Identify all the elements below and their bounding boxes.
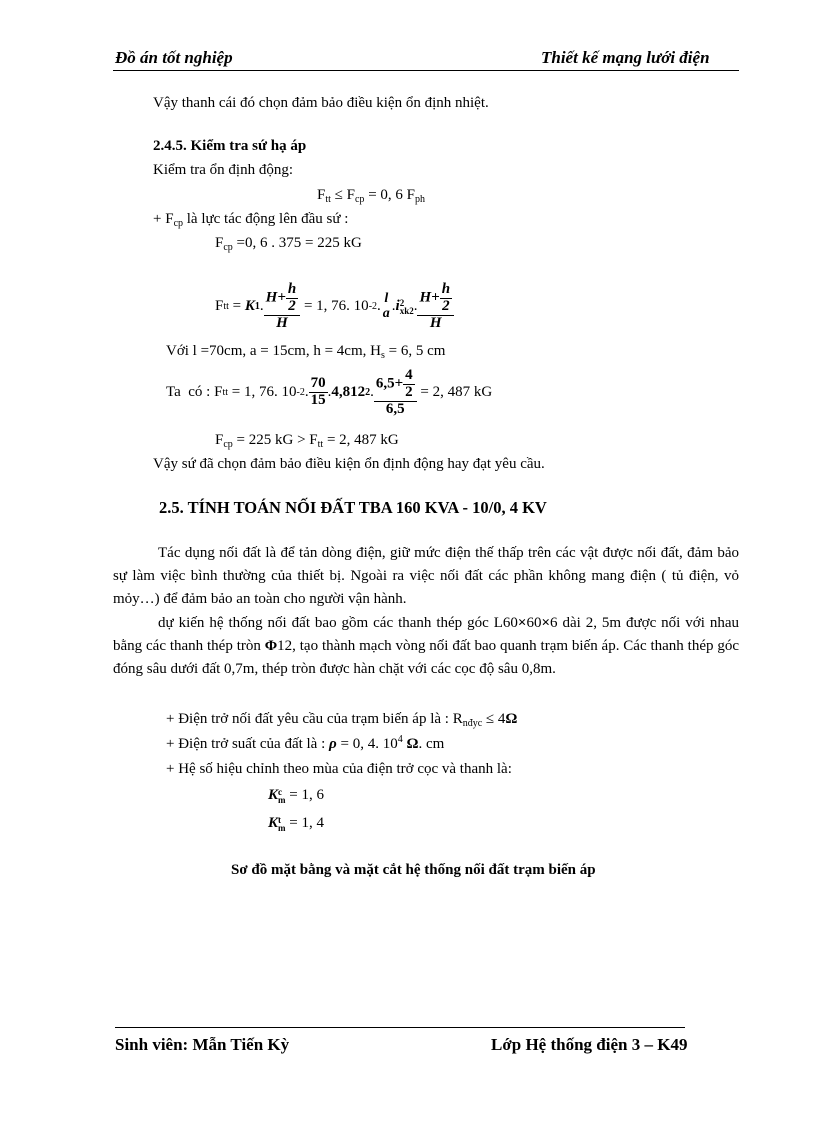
header-right: Thiết kế mạng lưới điện <box>541 48 710 67</box>
fraction-70-over-15: $\frac{70}{15}$ <box>310 375 326 409</box>
header-rule <box>113 70 739 71</box>
bullet-seasonal-coefficient: + Hệ số hiệu chỉnh theo mùa của điện trở cọc và thanh là: <box>166 761 512 777</box>
footer-right: Lớp Hệ thống điện 3 – K49 <box>491 1035 688 1054</box>
check-stability-label: Kiểm tra ổn định động: <box>153 162 293 178</box>
footer-left: Sinh viên: Mẫn Tiến Kỳ <box>115 1035 290 1054</box>
bullet-required-resistance: + Điện trở nối đất yêu cầu của trạm biến áp là : $R_{nđyc} \le 4\Omega$ <box>166 711 518 729</box>
thermal-stability-conclusion: Vậy thanh cái đó chọn đảm bảo điều kiện ổn định nhiệt. <box>153 95 489 111</box>
section-245-title: 2.4.5. Kiểm tra sứ hạ áp <box>153 138 307 154</box>
footer-rule <box>115 1027 685 1028</box>
coefficient-kc: K c m = 1, 6 <box>268 786 324 805</box>
fraction-h-over-H: H+ $\frac{h}{2}$ H <box>264 282 301 331</box>
fraction-6-5-plus-4-over-2: 6,5+ $\frac{4}{2}$ 6,5 <box>374 368 417 417</box>
given-values: Với l =70cm, a = 15cm, h = 4cm, $H_s = 6$, 5 cm <box>166 343 446 361</box>
dynamic-stability-conclusion: Vậy sứ đã chọn đảm bảo điều kiện ổn định động hay đạt yêu cầu. <box>153 456 545 472</box>
bullet-soil-resistivity: + Điện trở suất của đất là : ρ = 0, 4. $10^4$ Ω. cm <box>166 734 445 752</box>
paragraph-grounding-purpose: Tác dụng nối đất là để tản dòng điện, giữ mức điện thế thấp trên các vật được nối đất, đảm bảo sự làm việc bình thường của thiết bị. Ngoài ra việc nối đất các phần không mang điện ( tủ điện, vỏ mỏy…) để đảm bảo an toàn cho người vận hành. <box>113 545 739 607</box>
coefficient-kt: K t m = 1, 4 <box>268 814 324 833</box>
diagram-caption: Sơ đồ mặt bằng và mặt cắt hệ thống nối đất trạm biến áp <box>231 862 596 878</box>
equation-ftt-limit: $F_{tt} \le F_{cp} = 0$, 6 $F_{ph}$ <box>317 187 425 205</box>
paragraph-grounding-system: dự kiến hệ thống nối đất bao gồm các thanh thép góc L60×60×6 dài 2, 5m được nối với nhau bằng các thanh thép tròn Φ12, tạo thành mạch vòng nối đất bao quanh trạm biến áp. Các thanh thép góc đóng sâu dưới đất 0,7m, thép tròn được hàn chặt với các cọc độ sâu 0,8m. <box>113 615 739 677</box>
fraction-h-over-H-2: H+ $\frac{h}{2}$ H <box>417 282 454 331</box>
header-left: Đồ án tốt nghiệp <box>115 48 233 67</box>
section-25-title: 2.5. TÍNH TOÁN NỐI ĐẤT TBA 160 KVA - 10/0, 4 KV <box>159 498 547 517</box>
equation-fcp-value: $F_{cp} =0$, 6 . 375 = 225 kG <box>215 235 362 253</box>
equation-ftt-computed: Ta có : F tt = 1, 76. 10 -2 . $\frac{70}{15}$ . 4,812 2 . 6,5+ $\frac{4}{2}$ 6,5 = 2, 487 kG <box>166 367 493 417</box>
equation-ftt-formula: F tt = K 1 . H+ $\frac{h}{2}$ H = 1, 76. 10 -2 . l a . i 2 xk2 . H+ $\frac{h}{2}$ H <box>215 282 454 331</box>
equation-fcp-vs-ftt: $F_{cp} = 225$ kG > $F_{tt} = 2$, 487 kG <box>215 432 399 450</box>
fraction-l-over-a: l a <box>382 290 390 321</box>
force-description: + $F_{cp}$ là lực tác động lên đầu sứ : <box>153 211 349 229</box>
